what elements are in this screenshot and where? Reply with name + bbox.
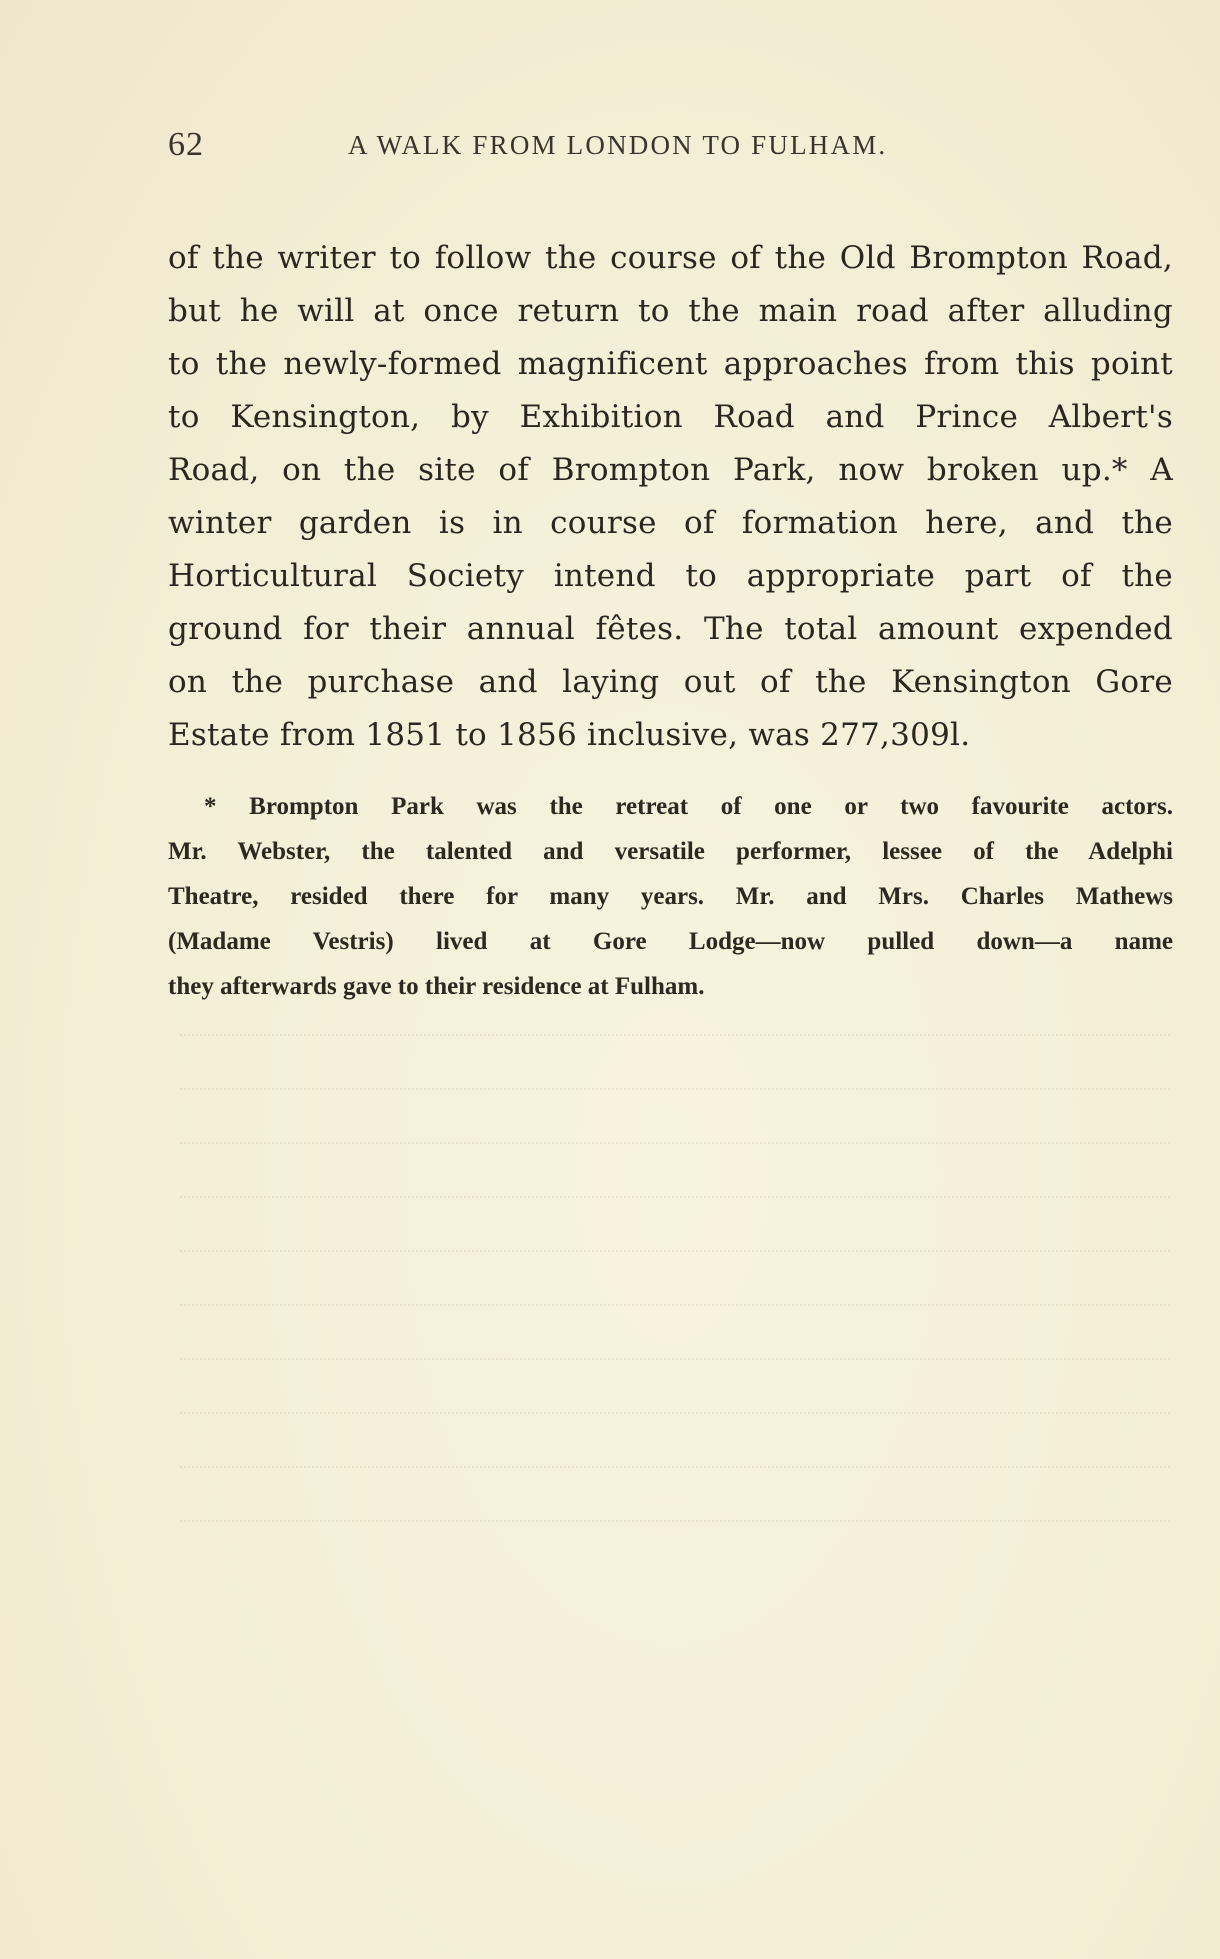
show-through-line bbox=[180, 1152, 1170, 1198]
footnote-line: they afterwards gave to their residence at Fulham. bbox=[168, 973, 705, 1000]
body-line: of the writer to follow the course of the Old Brompton Road, bbox=[168, 240, 1173, 276]
show-through-line bbox=[180, 1476, 1170, 1522]
body-paragraph bbox=[168, 232, 1173, 762]
footnote-line: (Madame Vestris) lived at Gore Lodge—now pulled down—a name bbox=[168, 928, 1173, 955]
body-line: to Kensington, by Exhibition Road and Prince Albert's bbox=[168, 399, 1173, 435]
body-line: winter garden is in course of formation here, and the bbox=[168, 505, 1173, 541]
show-through-line bbox=[180, 1368, 1170, 1414]
paper-show-through bbox=[180, 990, 1170, 1550]
footnote-line: Theatre, resided there for many years. Mr. and Mrs. Charles Mathews bbox=[168, 883, 1173, 910]
footnote-line: * Brompton Park was the retreat of one or two favourite actors. bbox=[204, 793, 1173, 820]
book-page bbox=[168, 120, 1173, 1009]
page-number: 62 bbox=[168, 126, 204, 163]
body-line: ground for their annual fêtes. The total amount expended bbox=[168, 611, 1173, 647]
body-line: but he will at once return to the main road after alluding bbox=[168, 293, 1173, 329]
running-head bbox=[168, 120, 1173, 180]
body-line: on the purchase and laying out of the Kensington Gore bbox=[168, 664, 1173, 700]
body-line: Estate from 1851 to 1856 inclusive, was 277,309l. bbox=[168, 717, 971, 753]
running-title: A WALK FROM LONDON TO FULHAM. bbox=[348, 130, 888, 160]
footnote-line: Mr. Webster, the talented and versatile performer, lessee of the Adelphi bbox=[168, 838, 1173, 865]
body-line: Road, on the site of Brompton Park, now broken up.* A bbox=[168, 452, 1173, 488]
show-through-line bbox=[180, 1098, 1170, 1144]
show-through-line bbox=[180, 1044, 1170, 1090]
show-through-line bbox=[180, 1422, 1170, 1468]
footnote bbox=[168, 784, 1173, 1009]
show-through-line bbox=[180, 1314, 1170, 1360]
show-through-line bbox=[180, 1206, 1170, 1252]
body-line: to the newly-formed magnificent approaches from this point bbox=[168, 346, 1173, 382]
body-line: Horticultural Society intend to appropriate part of the bbox=[168, 558, 1173, 594]
show-through-line bbox=[180, 1260, 1170, 1306]
